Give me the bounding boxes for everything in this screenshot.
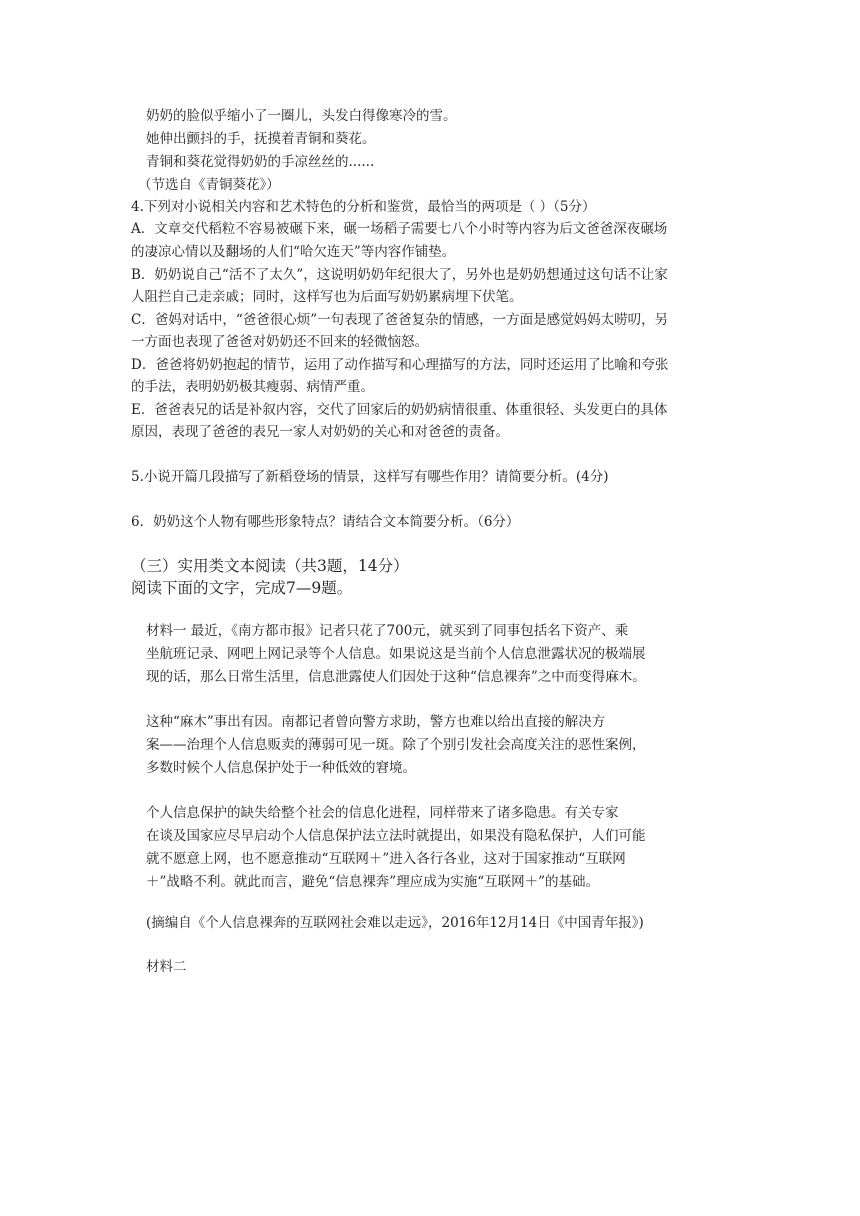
material1-p1-line1: 材料一 最近，《南方都市报》记者只花了700元，就买到了同事包括名下资产、乘: [146, 623, 629, 639]
material1-p2-line3: 多数时候个人信息保护处于一种低效的窘境。: [146, 760, 416, 776]
q4-option-e-line2: 原因，表现了爸爸的表兄一家人对奶奶的关心和对爸爸的责备。: [131, 424, 509, 440]
poem-line-2: 她伸出颤抖的手，抚摸着青铜和葵花。: [146, 131, 376, 147]
q4-option-c-line2: 一方面也表现了爸爸对奶奶还不回来的轻微恼怒。: [131, 334, 428, 350]
material1-p2-line2: 案——治理个人信息贩卖的薄弱可见一斑。除了个别引发社会高度关注的恶性案例，: [146, 737, 646, 753]
q4-option-a-line2: 的凄凉心情以及翻场的人们“哈欠连天”等内容作铺垫。: [131, 244, 456, 260]
q4-option-d-line2: 的手法，表明奶奶极其瘦弱、病情严重。: [131, 379, 374, 395]
material1-source: (摘编自《个人信息裸奔的互联网社会难以走远》，2016年12月14日《中国青年报》): [146, 915, 644, 931]
material1-p3-line2: 在谈及国家应尽早启动个人信息保护法立法时就提出，如果没有隐私保护，人们可能: [146, 828, 646, 844]
section3-title: （三）实用类文本阅读（共3题，14分）: [131, 557, 409, 575]
q4-option-d-line1: D．爸爸将奶奶抱起的情节，运用了动作描写和心理描写的方法，同时还运用了比喻和夸张: [131, 357, 669, 373]
q4-option-b-line1: B．奶奶说自己“活不了太久”，这说明奶奶年纪很大了，另外也是奶奶想通过这句话不让家: [131, 267, 668, 283]
material1-p1-line2: 坐航班记录、网吧上网记录等个人信息。如果说这是当前个人信息泄露状况的极端展: [146, 646, 646, 662]
q4-option-c-line1: C．爸妈对话中，“爸爸很心烦”一句表现了爸爸复杂的情感，一方面是感觉妈妈太唠叨，另: [131, 312, 669, 328]
material1-p3-line4: ＋”战略不利。就此而言，避免“信息裸奔”理应成为实施“互联网＋”的基础。: [146, 874, 600, 890]
material1-p1-line3: 现的话，那么日常生活里，信息泄露使人们因处于这种“信息裸奔”之中而变得麻木。: [146, 669, 646, 685]
source-note: （节选自《青铜葵花》）: [138, 177, 280, 193]
q4-stem: 4.下列对小说相关内容和艺术特色的分析和鉴赏，最恰当的两项是（ ）（5分）: [131, 199, 596, 215]
material2-label: 材料二: [146, 959, 187, 975]
material1-p3-line3: 就不愿意上网，也不愿意推动“互联网＋”进入各行各业，这对于国家推动“互联网: [146, 851, 626, 867]
q4-option-b-line2: 人阻拦自己走亲戚；同时，这样写也为后面写奶奶累病埋下伏笔。: [131, 289, 523, 305]
section3-instruction: 阅读下面的文字，完成7—9题。: [131, 579, 353, 597]
poem-line-3: 青铜和葵花觉得奶奶的手凉丝丝的......: [146, 154, 375, 170]
material1-p3-line1: 个人信息保护的缺失给整个社会的信息化进程，同样带来了诸多隐患。有关专家: [146, 805, 619, 821]
q4-option-a-line1: A．文章交代稻粒不容易被碾下来，碾一场稻子需要七八个小时等内容为后文爸爸深夜碾场: [131, 221, 668, 237]
q5-text: 5.小说开篇几段描写了新稻登场的情景，这样写有哪些作用？请简要分析。(4分): [131, 469, 609, 485]
material1-p2-line1: 这种“麻木”事出有因。南都记者曾向警方求助，警方也难以给出直接的解决方: [146, 714, 606, 730]
q6-text: 6．奶奶这个人物有哪些形象特点？请结合文本简要分析。（6分）: [131, 514, 520, 530]
q4-option-e-line1: E．爸爸表兄的话是补叙内容，交代了回家后的奶奶病情很重、体重很轻、头发更白的具体: [131, 402, 668, 418]
poem-line-1: 奶奶的脸似乎缩小了一圈儿，头发白得像寒冷的雪。: [146, 108, 457, 124]
